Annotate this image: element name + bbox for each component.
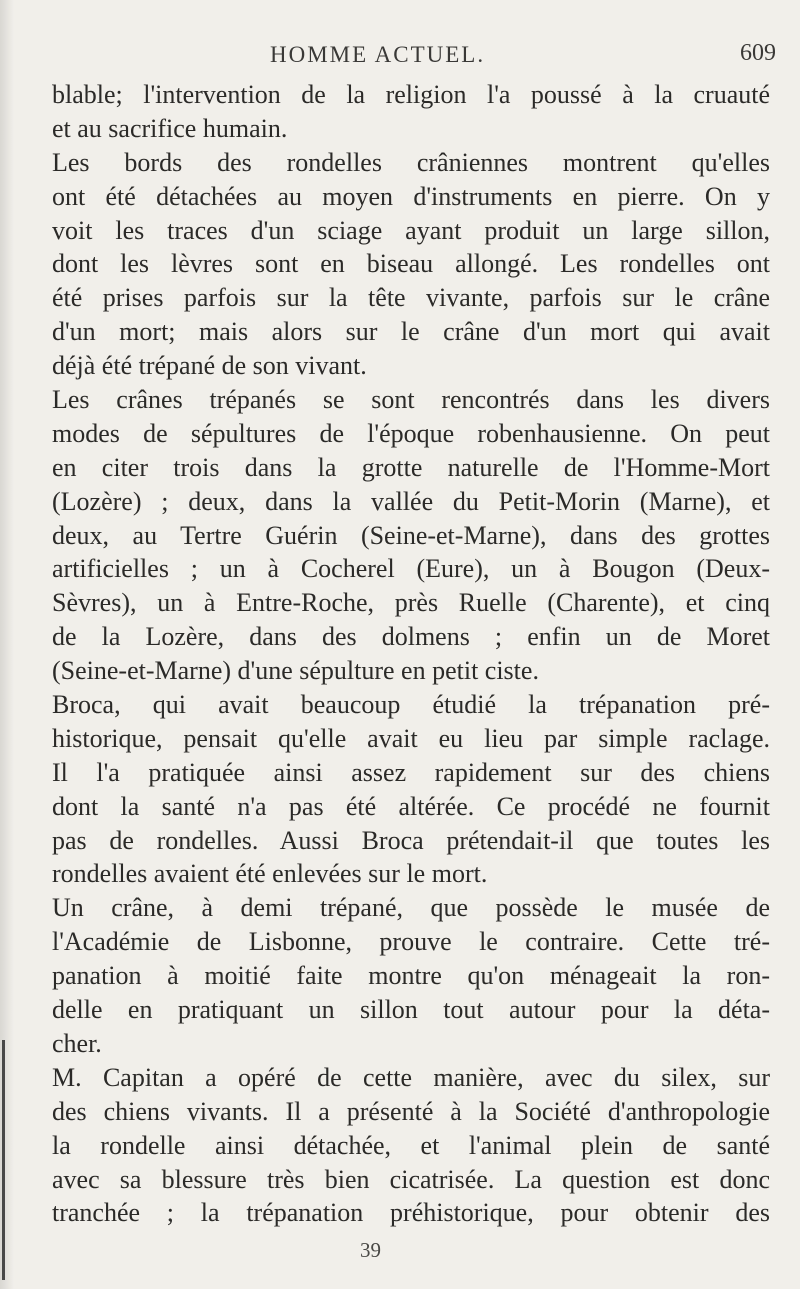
text-line: Broca, qui avait beaucoup étudié la trépanation pré- — [52, 690, 770, 720]
text-line: Il l'a pratiquée ainsi assez rapidement sur des chiens — [52, 757, 770, 787]
text-line: pas de rondelles. Aussi Broca prétendait-il que toutes les — [52, 825, 770, 855]
text-line: Les bords des rondelles crâniennes montrent qu'elles — [52, 147, 770, 177]
text-line: dont les lèvres sont en biseau allongé. Les rondelles ont — [52, 249, 770, 279]
text-line: déjà été trépané de son vivant. — [52, 351, 367, 381]
running-title: HOMME ACTUEL. — [270, 42, 486, 67]
text-line: cher. — [52, 1028, 102, 1058]
text-line: dont la santé n'a pas été altérée. Ce procédé ne fournit — [52, 791, 770, 821]
binding-edge-mark — [2, 1040, 5, 1280]
signature-mark: 39 — [360, 1238, 381, 1262]
text-line: modes de sépultures de l'époque robenhausienne. On peut — [52, 418, 770, 448]
text-line: panation à moitié faite montre qu'on ménageait la ron- — [52, 961, 770, 991]
page-number: 609 — [740, 40, 776, 66]
text-line: Les crânes trépanés se sont rencontrés dans les divers — [52, 385, 770, 415]
text-line: l'Académie de Lisbonne, prouve le contraire. Cette tré- — [52, 927, 770, 957]
body-text — [52, 78, 770, 1230]
text-line: (Seine-et-Marne) d'une sépulture en petit ciste. — [52, 656, 539, 686]
text-line: la rondelle ainsi détachée, et l'animal plein de santé — [52, 1130, 770, 1160]
text-line: d'un mort; mais alors sur le crâne d'un mort qui avait — [52, 317, 770, 347]
text-line: historique, pensait qu'elle avait eu lieu par simple raclage. — [52, 723, 770, 753]
text-line: Sèvres), un à Entre-Roche, près Ruelle (Charente), et cinq — [52, 588, 770, 618]
text-line: et au sacrifice humain. — [52, 113, 288, 143]
text-line: voit les traces d'un sciage ayant produit un large sillon, — [52, 215, 770, 245]
text-line: des chiens vivants. Il a présenté à la Société d'anthropologie — [52, 1096, 770, 1126]
text-line: deux, au Tertre Guérin (Seine-et-Marne), dans des grottes — [52, 520, 770, 550]
text-line: ont été détachées au moyen d'instruments en pierre. On y — [52, 181, 770, 211]
text-line: Un crâne, à demi trépané, que possède le musée de — [52, 893, 770, 923]
text-line: de la Lozère, dans des dolmens ; enfin un de Moret — [52, 622, 770, 652]
text-line: delle en pratiquant un sillon tout autour pour la déta- — [52, 995, 770, 1025]
text-line: tranchée ; la trépanation préhistorique, pour obtenir des — [52, 1198, 770, 1228]
text-line: avec sa blessure très bien cicatrisée. La question est donc — [52, 1164, 770, 1194]
text-line: blable; l'intervention de la religion l'a poussé à la cruauté — [52, 80, 770, 109]
text-line: été prises parfois sur la tête vivante, parfois sur le crâne — [52, 283, 770, 313]
text-line: (Lozère) ; deux, dans la vallée du Petit-Morin (Marne), et — [52, 486, 770, 516]
text-line: rondelles avaient été enlevées sur le mort. — [52, 859, 488, 889]
text-line: M. Capitan a opéré de cette manière, avec du silex, sur — [52, 1062, 770, 1092]
text-line: artificielles ; un à Cocherel (Eure), un à Bougon (Deux- — [52, 554, 770, 584]
text-line: en citer trois dans la grotte naturelle de l'Homme-Mort — [52, 452, 770, 482]
